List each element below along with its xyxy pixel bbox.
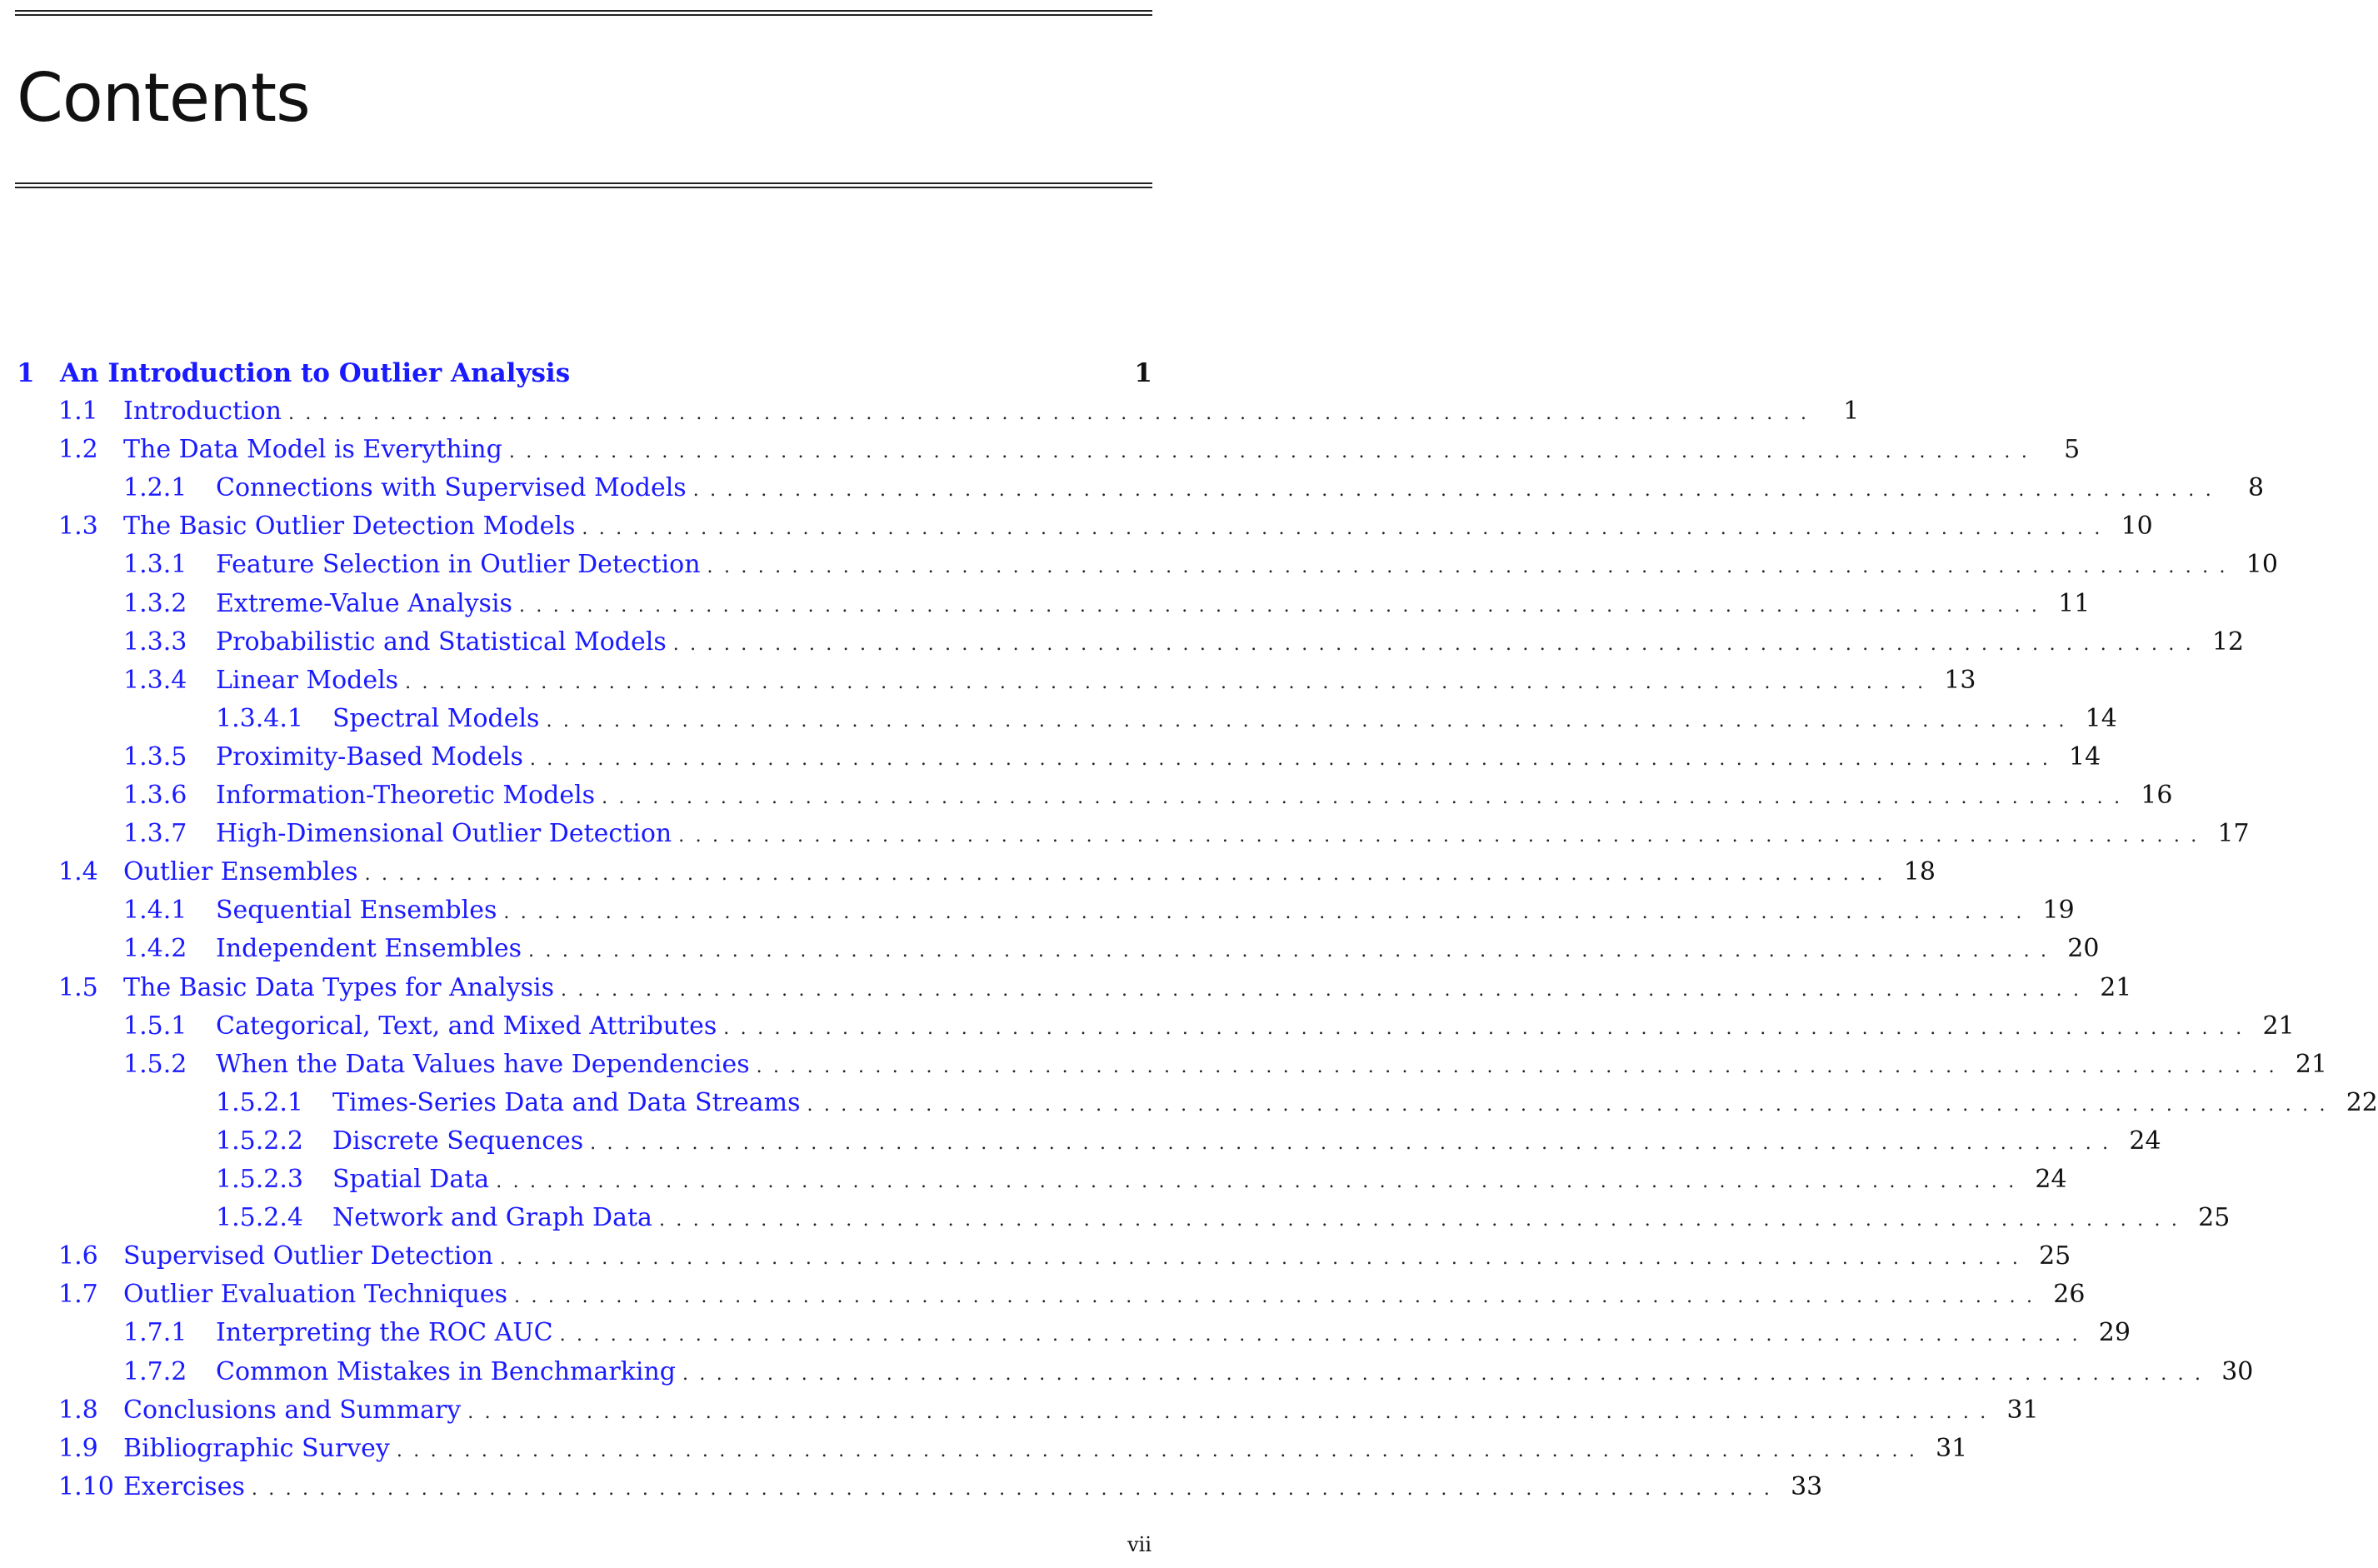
toc-entry[interactable] <box>216 702 2117 736</box>
toc-entry-page: 16 <box>2141 781 2173 810</box>
toc-entry-title: Linear Models <box>216 666 399 695</box>
toc-entry[interactable] <box>216 1125 2161 1158</box>
toc-entry-page: 21 <box>2295 1050 2327 1079</box>
toc-entry-leader: .......................................................................................... <box>405 672 1935 693</box>
toc-entry-number: 1.4 <box>58 857 98 886</box>
toc-entry-page: 31 <box>2006 1396 2039 1425</box>
toc-entry-leader: .......................................................................................... <box>559 1325 2089 1346</box>
toc-chapter-1[interactable] <box>17 357 1152 390</box>
toc-entry-title: Interpreting the ROC AUC <box>216 1318 553 1347</box>
toc-entry-title: Proximity-Based Models <box>216 742 523 772</box>
toc-entry-number: 1.9 <box>58 1434 98 1463</box>
toc-entry-number: 1.5.2.3 <box>216 1165 303 1194</box>
toc-entry-leader: .......................................................................................... <box>602 787 2131 808</box>
toc-entry-leader: .......................................................................................... <box>251 1479 1781 1500</box>
toc-entry[interactable] <box>123 932 2100 966</box>
toc-entry-title: The Basic Data Types for Analysis <box>123 973 554 1002</box>
toc-entry-leader: .......................................................................................... <box>499 1248 2030 1269</box>
bottom-rule-lower <box>15 187 1152 188</box>
toc-entry-title: Introduction <box>123 397 282 426</box>
toc-entry-page: 8 <box>2248 473 2265 502</box>
toc-entry-title: Supervised Outlier Detection <box>123 1241 493 1271</box>
toc-entry-leader: .......................................................................................... <box>508 442 2039 462</box>
toc-entry-leader: .......................................................................................... <box>561 980 2091 1001</box>
toc-entry-title: The Data Model is Everything <box>123 435 502 464</box>
toc-entry-number: 1.1 <box>58 397 98 426</box>
toc-entry-page: 26 <box>2053 1280 2086 1309</box>
toc-entry[interactable] <box>123 472 2265 505</box>
toc-entry[interactable] <box>123 817 2250 851</box>
toc-entry-page: 10 <box>2246 550 2278 579</box>
toc-entry-page: 33 <box>1791 1472 1823 1501</box>
toc-entry[interactable] <box>58 856 1936 889</box>
toc-entry[interactable] <box>58 1471 1823 1504</box>
toc-entry-leader: .......................................................................................... <box>707 557 2236 577</box>
page-folio: vii <box>1127 1533 1152 1556</box>
toc-entry[interactable] <box>58 1240 2071 1273</box>
toc-chapter-page: 1 <box>1134 358 1152 388</box>
toc-entry-page: 14 <box>2085 704 2117 733</box>
toc-entry-page: 1 <box>1843 397 1860 426</box>
toc-entry-page: 13 <box>1944 666 1976 695</box>
toc-entry-page: 24 <box>2129 1126 2161 1156</box>
toc-entry-leader: .......................................................................................... <box>528 941 2058 961</box>
toc-entry[interactable] <box>123 587 2091 621</box>
toc-entry-leader: .......................................................................................... <box>807 1095 2336 1116</box>
toc-entry-number: 1.3.5 <box>123 742 187 772</box>
toc-entry[interactable] <box>216 1163 2067 1196</box>
toc-entry-leader: .......................................................................................... <box>496 1171 2026 1192</box>
toc-entry-title: Exercises <box>123 1472 245 1501</box>
toc-entry-title: Feature Selection in Outlier Detection <box>216 550 701 579</box>
toc-entry-leader: .......................................................................................... <box>723 1018 2253 1039</box>
toc-entry[interactable] <box>123 741 2101 774</box>
toc-entry-title: Spectral Models <box>332 704 540 733</box>
toc-entry-leader: .......................................................................................... <box>518 596 2049 617</box>
toc-entry-page: 24 <box>2035 1165 2067 1194</box>
toc-entry[interactable] <box>58 395 1860 428</box>
toc-entry-leader: .......................................................................................... <box>582 518 2111 539</box>
toc-entry-title: Times-Series Data and Data Streams <box>332 1088 801 1117</box>
toc-entry-number: 1.3.3 <box>123 627 187 657</box>
toc-entry[interactable] <box>123 1316 2131 1350</box>
toc-entry-leader: .......................................................................................... <box>396 1441 1926 1461</box>
toc-entry-page: 29 <box>2098 1318 2131 1347</box>
toc-entry-leader: .......................................................................................... <box>590 1133 2120 1154</box>
top-rule-lower <box>15 14 1152 16</box>
toc-entry-title: Connections with Supervised Models <box>216 473 687 502</box>
toc-entry-title: Outlier Ensembles <box>123 857 358 886</box>
toc-entry[interactable] <box>123 894 2075 927</box>
toc-entry-leader: .......................................................................................... <box>467 1402 1997 1423</box>
toc-entry-title: Extreme-Value Analysis <box>216 589 512 618</box>
toc-entry-title: Probabilistic and Statistical Models <box>216 627 667 657</box>
toc-entry[interactable] <box>216 1086 2378 1120</box>
toc-entry[interactable] <box>58 433 2081 467</box>
toc-entry-page: 25 <box>2198 1203 2231 1232</box>
toc-entry-page: 21 <box>2100 973 2132 1002</box>
toc-entry-leader: .......................................................................................... <box>288 403 1818 424</box>
toc-entry-page: 5 <box>2064 435 2081 464</box>
toc-entry-number: 1.3.2 <box>123 589 187 618</box>
toc-entry-leader: .......................................................................................... <box>692 480 2223 501</box>
toc-entry-number: 1.5.2.1 <box>216 1088 303 1117</box>
toc-entry-title: The Basic Outlier Detection Models <box>123 512 576 541</box>
toc-entry-leader: .......................................................................................... <box>682 1364 2212 1385</box>
toc-entry-number: 1.5 <box>58 973 98 1002</box>
toc-entry-number: 1.3.6 <box>123 781 187 810</box>
toc-entry-title: Common Mistakes in Benchmarking <box>216 1357 677 1386</box>
toc-entry-title: Independent Ensembles <box>216 934 522 963</box>
toc-entry-title: Information-Theoretic Models <box>216 781 596 810</box>
toc-entry-number: 1.6 <box>58 1241 98 1271</box>
toc-entry-page: 19 <box>2042 896 2075 925</box>
toc-entry-number: 1.2 <box>58 435 98 464</box>
toc-entry[interactable] <box>58 1278 2086 1311</box>
toc-entry-page: 11 <box>2058 589 2091 618</box>
toc-entry-page: 22 <box>2346 1088 2378 1117</box>
toc-entry-number: 1.3 <box>58 512 98 541</box>
toc-entry-page: 14 <box>2069 742 2101 772</box>
toc-entry-page: 21 <box>2262 1011 2295 1041</box>
toc-chapter-title: An Introduction to Outlier Analysis <box>60 358 571 388</box>
toc-entry-leader: .......................................................................................... <box>672 634 2203 655</box>
toc-entry-page: 12 <box>2211 627 2245 657</box>
toc-entry-number: 1.2.1 <box>123 473 187 502</box>
toc-entry[interactable] <box>123 1048 2327 1081</box>
toc-entry[interactable] <box>216 1201 2231 1235</box>
top-rule-upper <box>15 10 1152 12</box>
bottom-rule-upper <box>15 182 1152 184</box>
toc-entry-number: 1.5.2.4 <box>216 1203 303 1232</box>
toc-entry-leader: .......................................................................................... <box>529 749 2060 770</box>
toc-entry-number: 1.10 <box>58 1472 114 1501</box>
toc-entry-title: Spatial Data <box>332 1165 490 1194</box>
toc-entry-page: 30 <box>2221 1357 2254 1386</box>
toc-entry-title: Categorical, Text, and Mixed Attributes <box>216 1011 717 1041</box>
toc-entry-leader: .......................................................................................... <box>546 711 2076 732</box>
toc-entry-number: 1.3.1 <box>123 550 187 579</box>
toc-entry-leader: .......................................................................................... <box>514 1286 2044 1307</box>
toc-entry-number: 1.4.1 <box>123 896 187 925</box>
toc-entry-number: 1.3.4.1 <box>216 704 303 733</box>
toc-entry[interactable] <box>123 779 2173 812</box>
toc-entry-title: Outlier Evaluation Techniques <box>123 1280 508 1309</box>
toc-entry-title: Bibliographic Survey <box>123 1434 390 1463</box>
toc-entry-number: 1.8 <box>58 1396 98 1425</box>
toc-entry-page: 31 <box>1936 1434 1968 1463</box>
toc-entry[interactable] <box>123 1356 2254 1389</box>
toc-entry[interactable] <box>123 626 2245 659</box>
toc-entry-title: When the Data Values have Dependencies <box>216 1050 750 1079</box>
page-title: Contents <box>17 59 310 137</box>
toc-chapter-number: 1 <box>17 358 35 388</box>
toc-entry-title: Network and Graph Data <box>332 1203 652 1232</box>
toc-entry[interactable] <box>58 510 2153 543</box>
toc-entry-leader: .......................................................................................... <box>756 1056 2286 1077</box>
toc-entry-leader: .......................................................................................... <box>364 864 1894 885</box>
toc-entry-title: High-Dimensional Outlier Detection <box>216 819 672 848</box>
toc-entry-number: 1.7.1 <box>123 1318 187 1347</box>
toc-entry[interactable] <box>58 1394 2039 1427</box>
toc-entry-number: 1.3.7 <box>123 819 187 848</box>
toc-entry-number: 1.7.2 <box>123 1357 187 1386</box>
toc-entry-page: 25 <box>2039 1241 2071 1271</box>
toc-entry-number: 1.4.2 <box>123 934 187 963</box>
toc-entry-number: 1.5.1 <box>123 1011 187 1041</box>
toc-entry-leader: .......................................................................................... <box>658 1210 2189 1231</box>
toc-entry-title: Conclusions and Summary <box>123 1396 462 1425</box>
toc-entry-title: Sequential Ensembles <box>216 896 497 925</box>
toc-entry[interactable] <box>123 548 2278 582</box>
toc-entry-page: 18 <box>1903 857 1936 886</box>
toc-entry[interactable] <box>58 971 2132 1005</box>
toc-entry-page: 20 <box>2067 934 2100 963</box>
toc-entry[interactable] <box>58 1432 1968 1466</box>
toc-entry-number: 1.3.4 <box>123 666 187 695</box>
toc-entry-number: 1.5.2.2 <box>216 1126 303 1156</box>
toc-entry-leader: .......................................................................................... <box>503 902 2033 923</box>
toc-entry-page: 10 <box>2121 512 2153 541</box>
toc-entry[interactable] <box>123 664 1976 697</box>
toc-entry-page: 17 <box>2217 819 2250 848</box>
toc-entry-number: 1.5.2 <box>123 1050 187 1079</box>
toc-entry-leader: .......................................................................................... <box>678 826 2208 846</box>
toc-entry-number: 1.7 <box>58 1280 98 1309</box>
toc-entry-title: Discrete Sequences <box>332 1126 584 1156</box>
toc-entry[interactable] <box>123 1010 2295 1043</box>
